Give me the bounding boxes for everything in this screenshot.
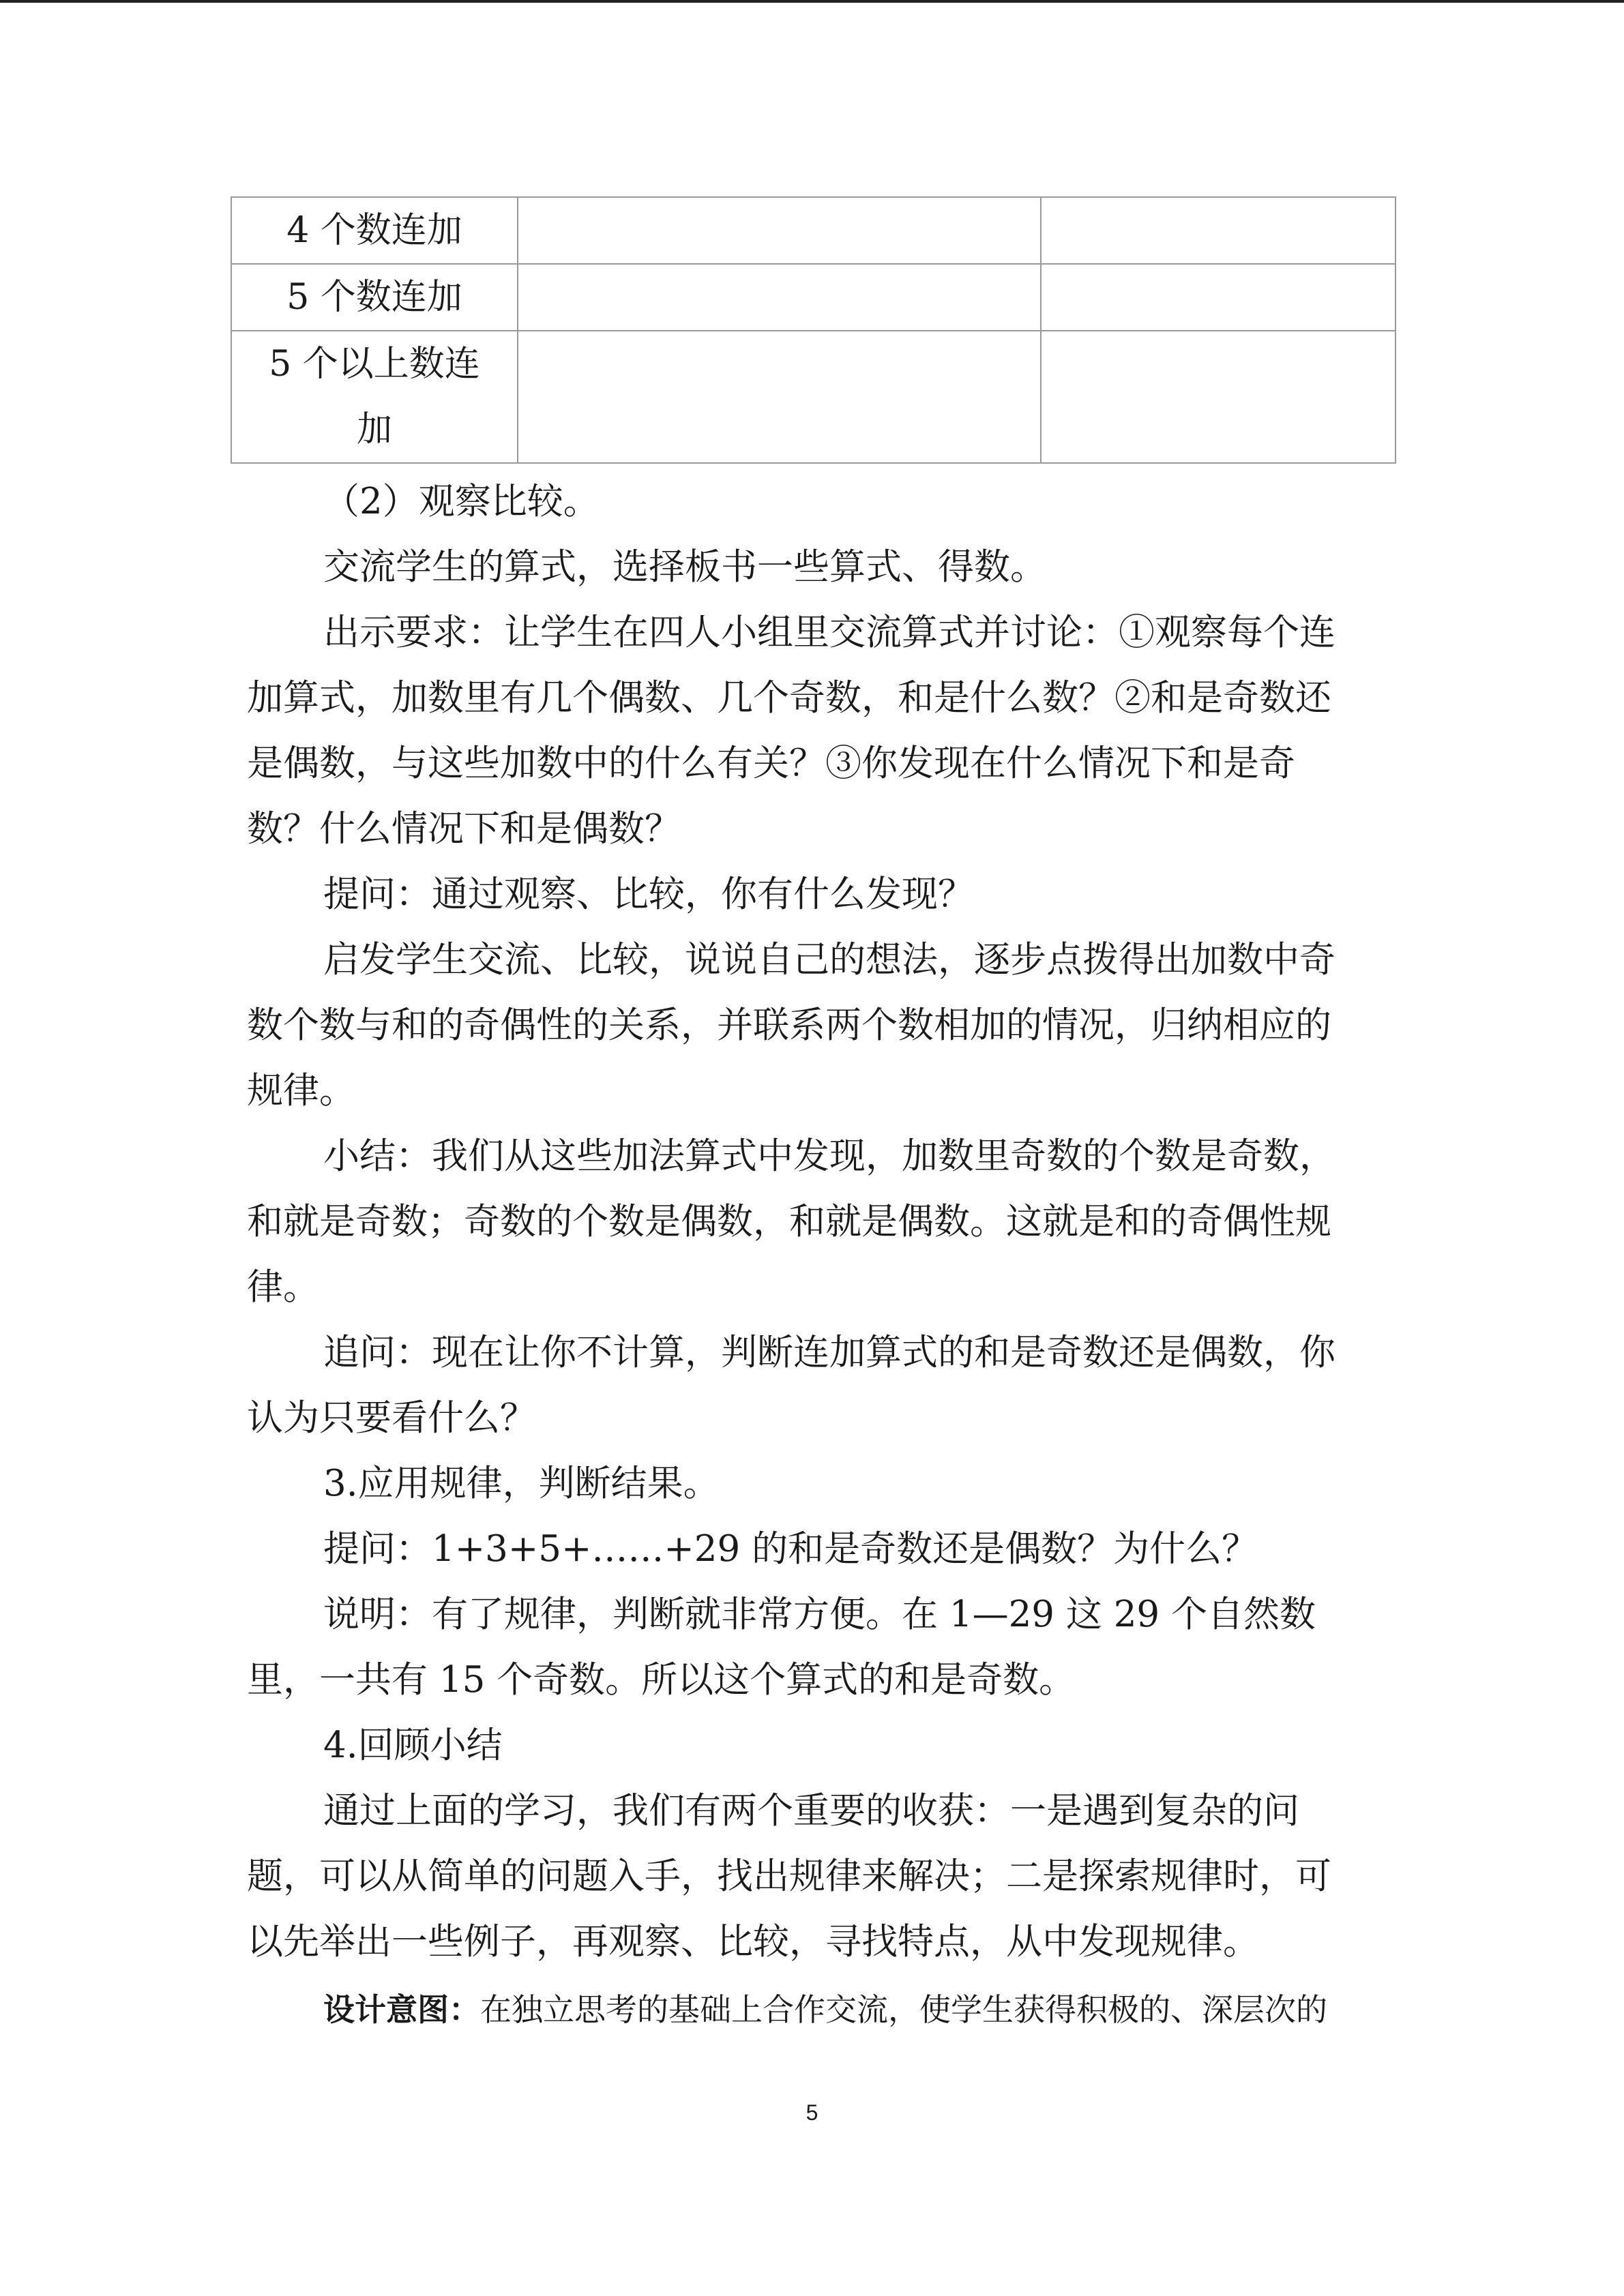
paragraph-question: 提问：通过观察、比较，你有什么发现？ <box>323 874 974 915</box>
paragraph-exchange: 交流学生的算式，选择板书一些算式、得数。 <box>323 546 1046 588</box>
paragraph-explanation: 说明：有了规律，判断就非常方便。在 1—29 这 29 个自然数里，一共有 15 个奇数。所以这个算式的和是奇数。 <box>247 1594 1316 1701</box>
heading-review: 4.回顾小结 <box>323 1725 503 1766</box>
paragraph-requirements: 出示要求：让学生在四人小组里交流算式并讨论：①观察每个连加算式，加数里有几个偶数、几个奇数，和是什么数？②和是奇数还是偶数，与这些加数中的什么有关？③你发现在什么情况下和是奇数？什么情况下和是偶数？ <box>247 612 1335 850</box>
paragraph-review: 通过上面的学习，我们有两个重要的收获：一是遇到复杂的问题，可以从简单的问题入手，找出规律来解决；二是探索规律时，可以先举出一些例子，再观察、比较，寻找特点，从中发现规律。 <box>247 1790 1331 1963</box>
table-row <box>231 264 1396 331</box>
table-cell <box>1041 197 1396 264</box>
table-cell <box>518 331 1041 463</box>
paragraph-follow-up: 追问：现在让你不计算，判断连加算式的和是奇数还是偶数，你认为只要看什么？ <box>247 1332 1335 1439</box>
lesson-body <box>247 469 1365 1975</box>
table-row <box>231 197 1396 264</box>
row-label: 5 个数连加 <box>231 264 518 331</box>
design-intent <box>247 1986 1379 2033</box>
page-top-border <box>0 0 1624 3</box>
table-cell <box>518 264 1041 331</box>
addition-table <box>231 196 1396 464</box>
table-row <box>231 331 1396 463</box>
table-cell <box>518 197 1041 264</box>
paragraph-summary: 小结：我们从这些加法算式中发现，加数里奇数的个数是奇数，和就是奇数；奇数的个数是偶数，和就是偶数。这就是和的奇偶性规律。 <box>247 1135 1335 1308</box>
row-label: 5 个以上数连加 <box>231 331 518 463</box>
paragraph-observe: （2）观察比较。 <box>323 481 600 522</box>
row-label: 4 个数连加 <box>231 197 518 264</box>
heading-apply-rule: 3.应用规律，判断结果。 <box>323 1463 720 1504</box>
design-intent-text: 在独立思考的基础上合作交流，使学生获得积极的、深层次的 <box>480 1991 1327 2028</box>
paragraph-inspire: 启发学生交流、比较，说说自己的想法，逐步点拨得出加数中奇数个数与和的奇偶性的关系，并联系两个数相加的情况，归纳相应的规律。 <box>247 939 1335 1112</box>
table-cell <box>1041 331 1396 463</box>
paragraph-question-sum: 提问：1+3+5+……+29 的和是奇数还是偶数？为什么？ <box>323 1528 1258 1570</box>
design-intent-label: 设计意图： <box>323 1991 480 2028</box>
page-number: 5 <box>806 2100 818 2125</box>
table-cell <box>1041 264 1396 331</box>
